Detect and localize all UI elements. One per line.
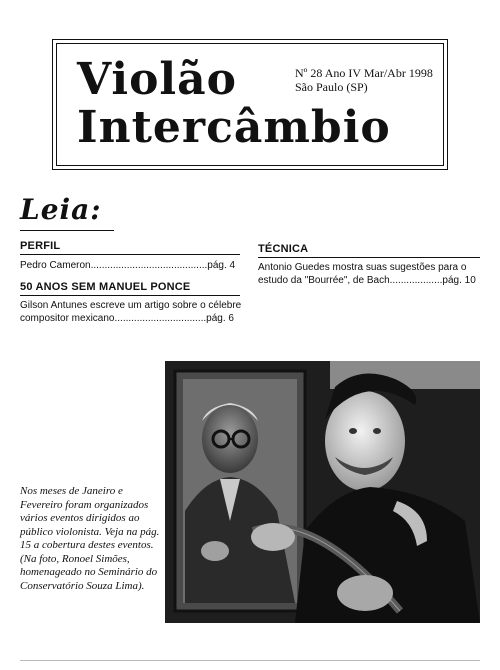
toc-entry-perfil: Pedro Cameron..........................................pág. 4 [20,260,236,271]
toc-entry-tecnica-line2: estudo da "Bourrée", de Bach...................pág. 10 [258,275,476,286]
issue-location: São Paulo (SP) [295,80,368,94]
photo-caption: Nos meses de Janeiro e Fevereiro foram organizados vários eventos dirigidos ao público violonista. Veja na pág. 15 a cobertura destes eventos. (Na foto, Ronoel Simões, homenageado no Seminário do Conservatório Souza Lima). [20,485,160,592]
section-rule-ponce [20,295,240,296]
masthead [52,39,448,170]
toc-entry-tecnica-line1: Antonio Guedes mostra suas sugestões para o [258,262,467,273]
section-rule-perfil [20,254,240,255]
section-heading-tecnica: TÉCNICA [258,243,309,255]
page-bottom-rule [20,660,480,661]
magazine-title-line2: Intercâmbio [77,102,391,153]
toc-entry-ponce-line1: Gilson Antunes escreve um artigo sobre o célebre [20,300,242,311]
photo-ronoel-simoes-icon [165,361,480,623]
toc-entry-ponce-line2: compositor mexicano.................................pág. 6 [20,313,234,324]
section-heading-ponce: 50 ANOS SEM MANUEL PONCE [20,281,191,293]
magazine-title-line1: Violão [77,54,237,105]
issue-info [295,66,433,94]
issue-number-date: Nº 28 Ano IV Mar/Abr 1998 [295,66,433,80]
leia-heading: Leia: [20,193,102,226]
section-heading-perfil: PERFIL [20,240,61,252]
section-rule-tecnica [258,257,480,258]
cover-photo [165,361,480,623]
leia-underline [20,230,114,231]
